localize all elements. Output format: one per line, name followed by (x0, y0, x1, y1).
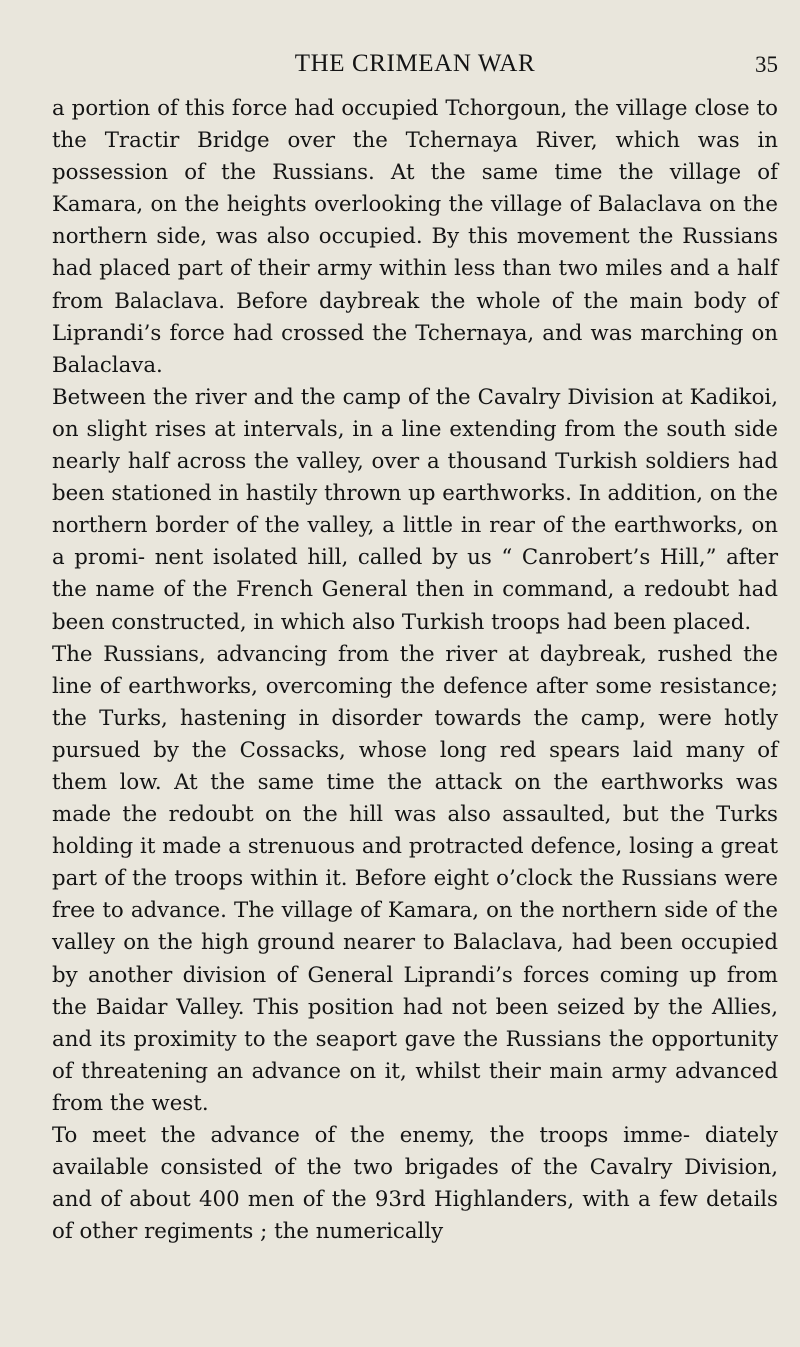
page-number: 35 (755, 52, 778, 77)
paragraph: a portion of this force had occupied Tchorgoun, the village close to the Tractir Bridge over the Tchernaya River, which was in possession of the Russians. At the same time the village of Kamara, on the heights overlooking the village of Balaclava on the northern side, was also occupied. By this movement the Russians had placed part of their army within less than two miles and a half from Balaclava. Before daybreak the whole of the main body of Liprandi’s force had crossed the Tchernaya, and was marching on Balaclava. (52, 96, 778, 378)
running-header (52, 50, 778, 84)
book-title: THE CRIMEAN WAR (294, 50, 536, 77)
paragraph: The Russians, advancing from the river at daybreak, rushed the line of earthworks, overcoming the defence after some resistance; the Turks, hastening in disorder towards the camp, were hotly pursued by the Cossacks, whose long red spears laid many of them low. At the same time the attack on the earthworks was made the redoubt on the hill was also assaulted, but the Turks holding it made a strenuous and protracted defence, losing a great part of the troops within it. Before eight o’clock the Russians were free to advance. The village of Kamara, on the northern side of the valley on the high ground nearer to Balaclava, had been occupied by another division of General Liprandi’s forces coming up from the Baidar Valley. This position had not been seized by the Allies, and its proximity to the seaport gave the Russians the opportunity of threatening an advance on it, whilst their main army advanced from the west. (52, 641, 778, 1116)
paragraph: To meet the advance of the enemy, the troops imme- diately available consisted of the two brigades of the Cavalry Division, and of about 400 men of the 93rd Highlanders, with a few details of other regiments ; the numerically (52, 1123, 778, 1245)
paragraph: Between the river and the camp of the Cavalry Division at Kadikoi, on slight rises at intervals, in a line extending from the south side nearly half across the valley, over a thousand Turkish soldiers had been stationed in hastily thrown up earthworks. In addition, on the northern border of the valley, a little in rear of the earthworks, on a promi- nent isolated hill, called by us “ Canrobert’s Hill,” after the name of the French General then in command, a redoubt had been constructed, in which also Turkish troops had been placed. (52, 384, 778, 635)
body-text (52, 93, 778, 1248)
